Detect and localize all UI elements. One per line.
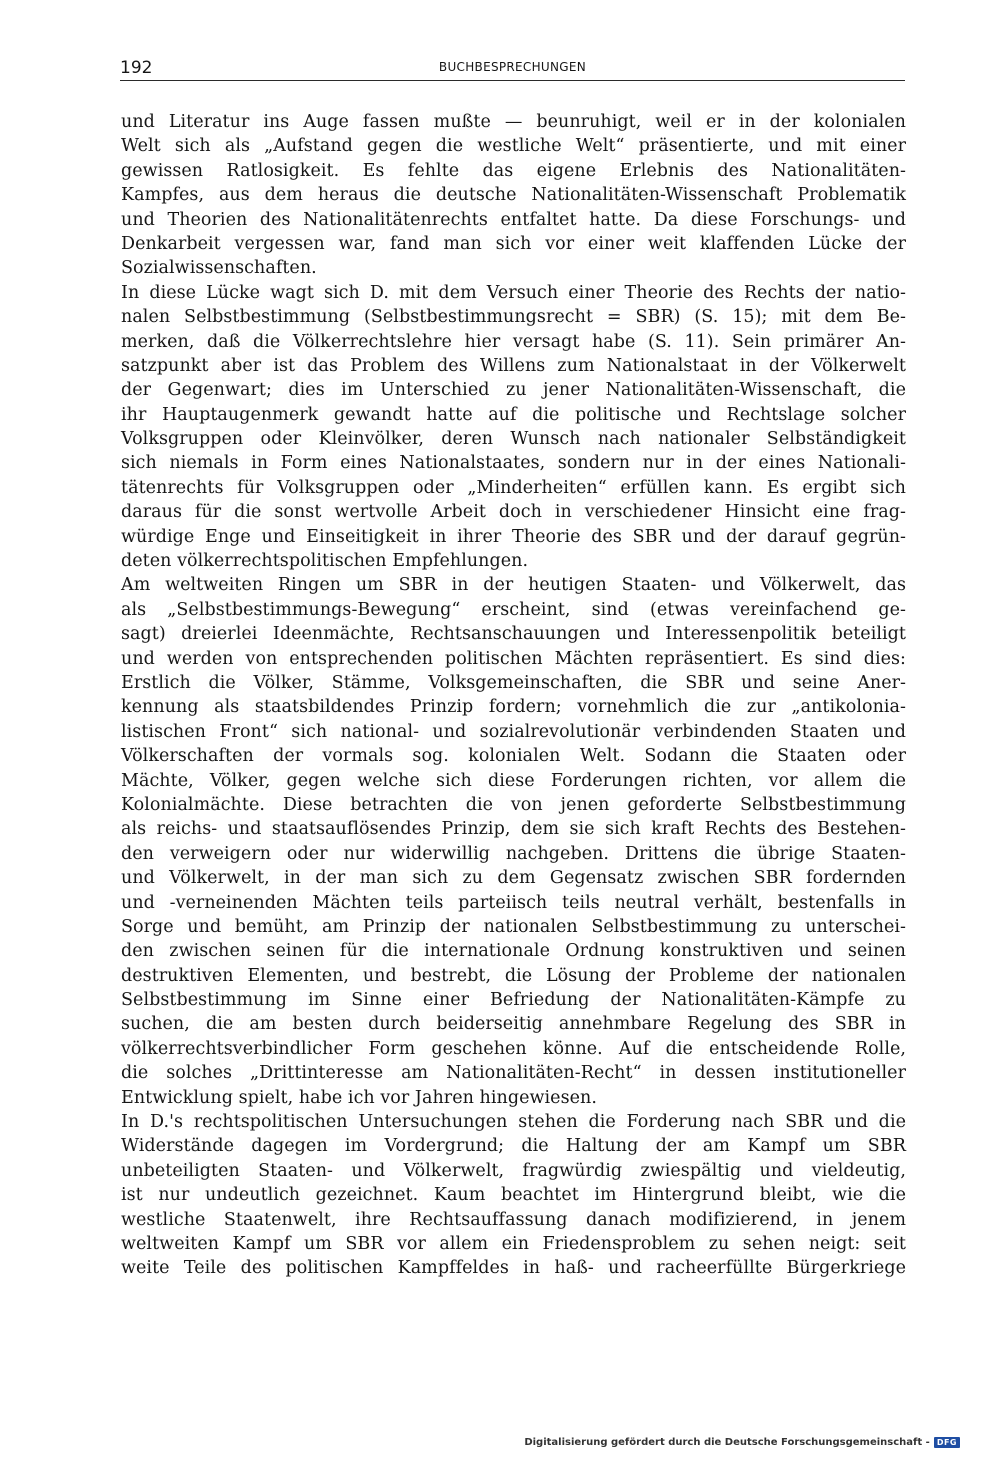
text-line: Entwicklung spielt, habe ich vor Jahren hingewiesen.	[121, 1087, 597, 1108]
text-line: Kampfes, aus dem heraus die deutsche Nationalitäten-Wissenschaft Problematik	[121, 185, 906, 206]
text-line: und Literatur ins Auge fassen mußte — beunruhigt, weil er in der kolonialen	[121, 112, 906, 132]
text-line: und Völkerwelt, in der man sich zu dem Gegensatz zwischen SBR fordernden	[121, 868, 906, 889]
text-line: weite Teile des politischen Kampffeldes in haß- und racheerfüllte Bürgerkriege	[121, 1258, 906, 1279]
text-line: den zwischen seinen für die internationale Ordnung konstruktiven und seinen	[121, 941, 906, 962]
credit-text: Digitalisierung gefördert durch die Deutsche Forschungsgemeinschaft -	[524, 1437, 930, 1448]
text-line: Mächte, Völker, gegen welche sich diese Forderungen richten, vor allem die	[121, 770, 906, 791]
text-line: deten völkerrechtspolitischen Empfehlungen.	[121, 551, 529, 572]
text-line: den verweigern oder nur widerwillig nachgeben. Drittens die übrige Staaten-	[121, 843, 906, 864]
text-line: und -verneinenden Mächten teils parteiisch teils neutral verhält, bestenfalls in	[121, 892, 906, 913]
text-line: Erstlich die Völker, Stämme, Volksgemeinschaften, die SBR und seine Aner-	[121, 672, 906, 693]
text-line: Völkerschaften der vormals sog. kolonialen Welt. Sodann die Staaten oder	[121, 746, 906, 767]
text-line: Kolonialmächte. Diese betrachten die von jenen geforderte Selbstbestimmung	[121, 794, 906, 815]
text-line: würdige Enge und Einseitigkeit in ihrer Theorie des SBR und der darauf gegrün-	[121, 526, 906, 547]
text-line: nalen Selbstbestimmung (Selbstbestimmungsrecht = SBR) (S. 15); mit dem Be-	[121, 307, 906, 328]
text-line: ist nur undeutlich gezeichnet. Kaum beachtet im Hintergrund bleibt, wie die	[121, 1185, 906, 1206]
text-line: Sorge und bemüht, am Prinzip der nationalen Selbstbestimmung zu unterschei-	[121, 916, 906, 937]
page-number: 192	[120, 58, 153, 78]
text-line: Am weltweiten Ringen um SBR in der heutigen Staaten- und Völkerwelt, das	[121, 575, 906, 596]
text-line: gewissen Ratlosigkeit. Es fehlte das eigene Erlebnis des Nationalitäten-	[121, 160, 906, 181]
text-line: und Theorien des Nationalitätenrechts entfaltet hatte. Da diese Forschungs- und	[121, 209, 906, 230]
text-line: daraus für die sonst wertvolle Arbeit doch in verschiedener Hinsicht eine frag-	[121, 502, 906, 523]
text-line: weltweiten Kampf um SBR vor allem ein Friedensproblem zu sehen neigt: seit	[121, 1233, 906, 1254]
text-line: Widerstände dagegen im Vordergrund; die Haltung der am Kampf um SBR	[121, 1136, 906, 1157]
text-line: merken, daß die Völkerrechtslehre hier versagt habe (S. 11). Sein primärer An-	[121, 331, 906, 352]
text-line: als „Selbstbestimmungs-Bewegung“ erscheint, sind (etwas vereinfachend ge-	[121, 599, 906, 620]
text-line: Volksgruppen oder Kleinvölker, deren Wunsch nach nationaler Selbständigkeit	[121, 429, 906, 450]
body-text	[121, 110, 906, 1281]
running-head: BUCHBESPRECHUNGEN	[438, 60, 587, 74]
text-line: völkerrechtsverbindlicher Form geschehen könne. Auf die entscheidende Rolle,	[121, 1038, 906, 1059]
text-line: sich niemals in Form eines Nationalstaates, sondern nur in der eines Nationali-	[121, 453, 906, 474]
text-line: unbeteiligten Staaten- und Völkerwelt, fragwürdig zwiespältig und vieldeutig,	[121, 1160, 906, 1181]
text-line: sagt) dreierlei Ideenmächte, Rechtsanschauungen und Interessenpolitik beteiligt	[121, 624, 906, 645]
text-line: satzpunkt aber ist das Problem des Willens zum Nationalstaat in der Völkerwelt	[121, 355, 906, 376]
text-line: ihr Hauptaugenmerk gewandt hatte auf die politische und Rechtslage solcher	[121, 404, 906, 425]
page-header	[120, 58, 905, 81]
digitization-credit	[524, 1437, 960, 1448]
text-line: der Gegenwart; dies im Unterschied zu jener Nationalitäten-Wissenschaft, die	[121, 380, 906, 401]
text-line: Selbstbestimmung im Sinne einer Befriedung der Nationalitäten-Kämpfe zu	[121, 990, 906, 1011]
text-line: und werden von entsprechenden politischen Mächten repräsentiert. Es sind dies:	[121, 648, 906, 669]
dfg-logo: DFG	[934, 1437, 960, 1448]
text-line: Denkarbeit vergessen war, fand man sich vor einer weit klaffenden Lücke der	[121, 233, 906, 254]
text-line: listischen Front“ sich national- und sozialrevolutionär verbindenden Staaten und	[121, 721, 906, 742]
text-line: destruktiven Elementen, und bestrebt, die Lösung der Probleme der nationalen	[121, 965, 906, 986]
text-line: tätenrechts für Volksgruppen oder „Minderheiten“ erfüllen kann. Es ergibt sich	[121, 477, 906, 498]
text-line: Welt sich als „Aufstand gegen die westliche Welt“ präsentierte, und mit einer	[121, 136, 906, 157]
text-line: suchen, die am besten durch beiderseitig annehmbare Regelung des SBR in	[121, 1014, 906, 1035]
text-line: In diese Lücke wagt sich D. mit dem Versuch einer Theorie des Rechts der natio-	[121, 282, 906, 303]
text-line: als reichs- und staatsauflösendes Prinzip, dem sie sich kraft Rechts des Bestehen-	[121, 819, 906, 840]
text-line: kennung als staatsbildendes Prinzip fordern; vornehmlich die zur „antikolonia-	[121, 697, 906, 718]
text-line: westliche Staatenwelt, ihre Rechtsauffassung danach modifizierend, in jenem	[121, 1209, 906, 1230]
text-line: In D.'s rechtspolitischen Untersuchungen stehen die Forderung nach SBR und die	[121, 1112, 906, 1133]
text-line: Sozialwissenschaften.	[121, 258, 317, 279]
text-line: die solches „Drittinteresse am Nationalitäten-Recht“ in dessen institutioneller	[121, 1063, 906, 1084]
